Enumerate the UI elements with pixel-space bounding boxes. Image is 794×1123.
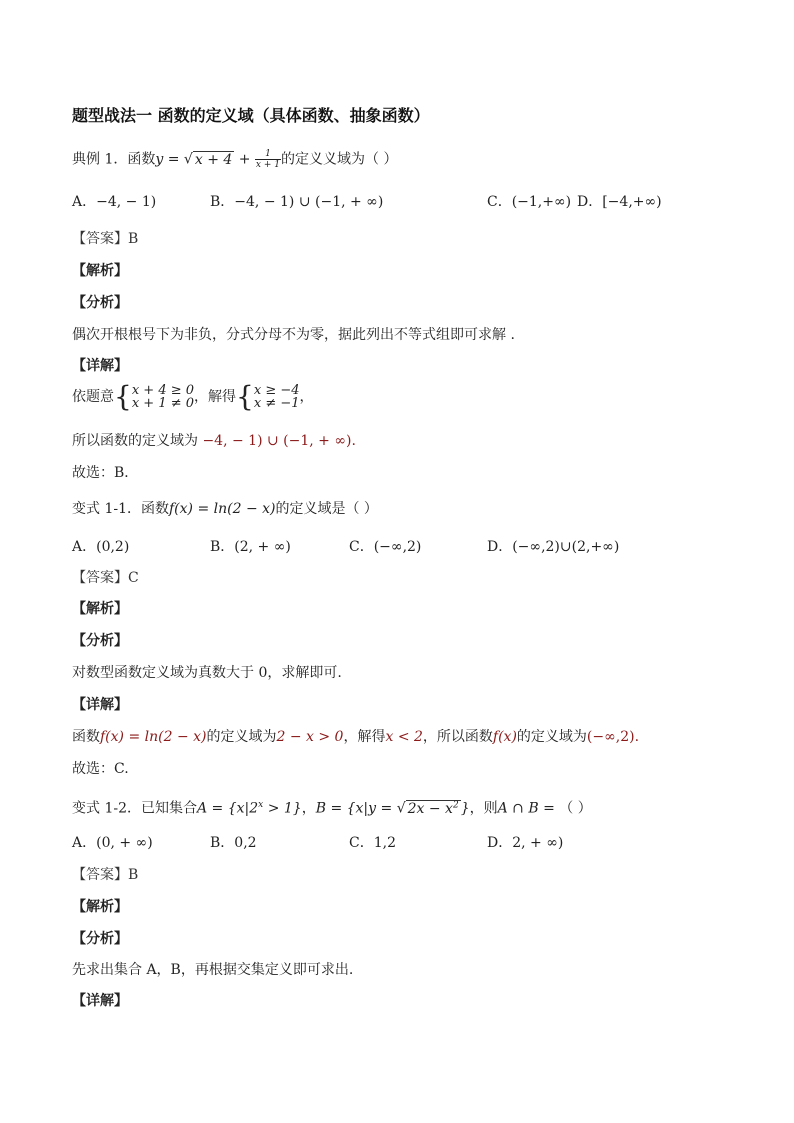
- variant11-prefix: 变式 1-1．函数: [72, 501, 169, 517]
- example1-case-group-2: [254, 384, 300, 410]
- example1-frac-den: x + 1: [255, 160, 280, 170]
- variant12-prefix: 变式 1-2．已知集合: [72, 800, 197, 817]
- example1-plus: +: [234, 151, 255, 168]
- example1-prefix: 典例 1．函数: [72, 151, 156, 168]
- example1-case1a: x + 4 ≥ 0: [131, 383, 195, 398]
- variant11-detail-body: [72, 728, 639, 746]
- example1-detail-mid: ，解得: [194, 389, 237, 405]
- variant12-option-b: B．0,2: [210, 835, 257, 851]
- variant12-option-d: D．2, + ∞): [487, 835, 564, 851]
- example1-case1b: x + 1 ≠ 0: [131, 396, 195, 411]
- example1-domain-value: −4, − 1) ∪ (−1, + ∞).: [198, 433, 356, 449]
- example1-fenxi-text: 偶次开根根号下为非负，分式分母不为零，据此列出不等式组即可求解 .: [72, 327, 515, 343]
- example1-detail-end: ，: [299, 389, 314, 405]
- example1-option-a: A．−4, − 1): [72, 194, 157, 210]
- example1-detail-body: [72, 380, 314, 413]
- variant11-fenxi-text: 对数型函数定义域为真数大于 0，求解即可.: [72, 665, 342, 681]
- example1-detail-label: 【详解】: [72, 358, 128, 374]
- variant11-fenxi-label: 【分析】: [72, 633, 128, 649]
- variant12-answer: 【答案】B: [72, 867, 139, 883]
- left-brace-icon: {: [236, 380, 254, 413]
- example1-detail-prefix: 依题意: [72, 389, 114, 405]
- variant12-comma: ，: [301, 800, 316, 817]
- variant12-setB-post: }: [460, 800, 470, 817]
- example1-case2b: x ≠ −1: [253, 396, 300, 411]
- example1-suffix: 的定义义域为（ ）: [281, 151, 398, 168]
- variant12-sqrt-content: [406, 800, 461, 817]
- variant12-setA-sup: x: [258, 800, 264, 810]
- variant12-option-a: A．(0, + ∞): [72, 835, 153, 851]
- variant11-detail-p4: ，所以函数: [422, 729, 493, 745]
- variant12-eq: = （ ）: [538, 800, 592, 817]
- example1-option-c: C．(−1,+∞): [487, 194, 572, 210]
- variant12-detail-label: 【详解】: [72, 993, 128, 1009]
- example1-eq: =: [163, 151, 184, 168]
- variant11-conclusion: 故选：C.: [72, 761, 129, 777]
- variant11-detail-fx: f(x) = ln(2 − x): [100, 729, 207, 745]
- variant11-option-d: D．(−∞,2)∪(2,+∞): [487, 539, 620, 555]
- example1-sqrt: √ x + 4: [183, 151, 233, 168]
- example1-option-d: D．[−4,+∞): [577, 194, 662, 210]
- example1-case-group-1: [132, 384, 194, 410]
- variant12-expr: A ∩ B: [497, 800, 539, 817]
- variant11-analysis-label: 【解析】: [72, 601, 128, 617]
- variant12-option-c: C．1,2: [349, 835, 396, 851]
- example1-domain-prefix: 所以函数的定义域为: [72, 433, 198, 449]
- variant11-detail-ineq: 2 − x > 0: [276, 729, 344, 745]
- variant11-question: [72, 500, 378, 518]
- example1-fenxi-label: 【分析】: [72, 295, 128, 311]
- variant11-detail-p5: 的定义域为: [516, 729, 587, 745]
- variant12-setA-post: > 1}: [263, 800, 302, 817]
- variant11-option-b: B．(2, + ∞): [210, 539, 291, 555]
- variant12-then: ，则: [469, 800, 498, 817]
- example1-question: [72, 149, 397, 170]
- example1-fraction: [255, 149, 281, 170]
- example1-frac-num: 1: [255, 149, 281, 160]
- variant12-sqrt: √ $2x - x^2$: [396, 800, 459, 817]
- example1-option-b: B．−4, − 1) ∪ (−1, + ∞): [210, 194, 384, 210]
- variant12-sqrt-pre: 2x − x: [407, 800, 453, 817]
- example1-sqrt-content: x + 4: [194, 151, 233, 168]
- left-brace-icon: {: [114, 380, 132, 413]
- variant11-suffix: 的定义域是（ ）: [275, 501, 378, 517]
- example1-domain-line: [72, 432, 356, 450]
- variant11-detail-label: 【详解】: [72, 697, 128, 713]
- variant12-question: [72, 796, 592, 818]
- example1-analysis-label: 【解析】: [72, 263, 128, 279]
- variant12-sqrt-sup: 2: [452, 800, 459, 810]
- variant12-setB-pre: B = {x|y =: [315, 800, 397, 817]
- section-title: 题型战法一 函数的定义域（具体函数、抽象函数）: [72, 106, 430, 125]
- variant11-option-c: C．(−∞,2): [349, 539, 422, 555]
- variant11-detail-p1: 函数: [72, 729, 100, 745]
- variant11-detail-sol: x < 2: [385, 729, 423, 745]
- variant12-fenxi-text: 先求出集合 A，B，再根据交集定义即可求出.: [72, 962, 354, 978]
- example1-conclusion: 故选：B．: [72, 465, 139, 481]
- variant12-fenxi-label: 【分析】: [72, 931, 128, 947]
- variant11-answer: 【答案】C: [72, 570, 139, 586]
- variant12-analysis-label: 【解析】: [72, 899, 128, 915]
- example1-case2a: x ≥ −4: [253, 383, 300, 398]
- variant11-detail-p3: ，解得: [343, 729, 386, 745]
- example1-answer: 【答案】B: [72, 231, 139, 247]
- example1-func-y: y: [155, 151, 164, 168]
- variant11-detail-p2: 的定义域为: [206, 729, 277, 745]
- variant11-detail-dom: (−∞,2).: [586, 729, 640, 745]
- variant11-option-a: A．(0,2): [72, 539, 130, 555]
- variant12-setA-pre: A = {x|2: [197, 800, 259, 817]
- variant11-fx: f(x) = ln(2 − x): [169, 501, 276, 517]
- variant11-detail-fx2: f(x): [492, 729, 517, 745]
